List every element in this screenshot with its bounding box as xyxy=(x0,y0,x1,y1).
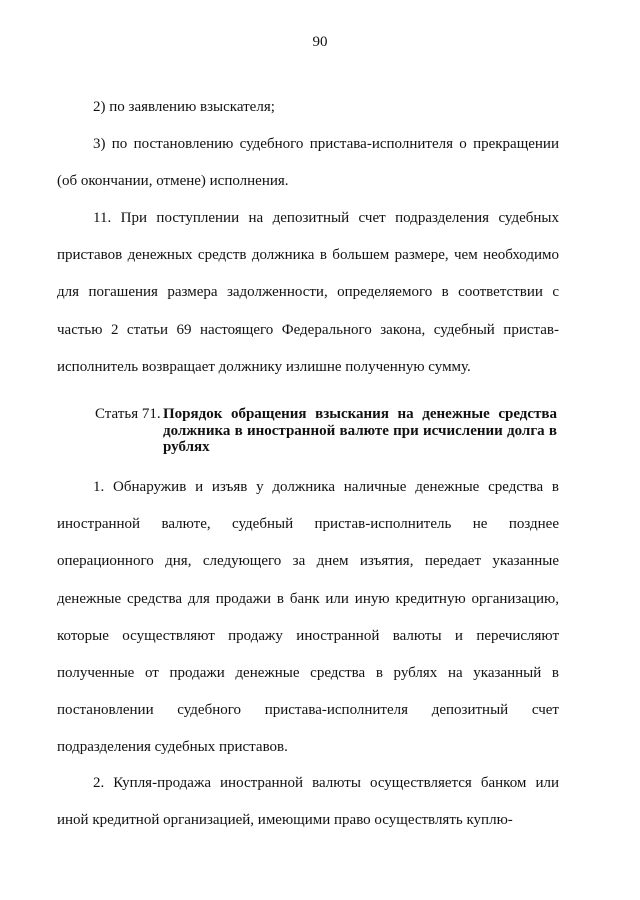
article-heading xyxy=(95,406,557,456)
page-number: 90 xyxy=(312,34,328,50)
paragraph-clause-11: 11. При поступлении на депозитный счет подразделения судебных приставов денежных средств должника в большем размере, чем необходимо для погашения размера задолженности, определяемого в соответствии с частью 2 статьи 69 настоящего Федерального закона, судебный пристав-исполнитель возвращает должнику излишне полученную сумму. xyxy=(57,210,559,375)
article-title: Порядок обращения взыскания на денежные средства должника в иностранной валюте при исчислении долга в рублях xyxy=(163,406,557,455)
article-number: Статья 71. xyxy=(95,406,161,422)
paragraph-clause-1: 1. Обнаружив и изъяв у должника наличные денежные средства в иностранной валюте, судебный пристав-исполнитель не позднее операционного дня, следующего за днем изъятия, передает указанные денежные средства для продажи в банк или иную кредитную организацию, которые осуществляют продажу иностранной валюты и перечисляют полученные от продажи денежные средства в рублях на указанный в постановлении судебного пристава-исполнителя депозитный счет подразделения судебных приставов. xyxy=(57,479,559,756)
paragraph-clause-2: 2. Купля-продажа иностранной валюты осуществляется банком или иной кредитной организацией, имеющими право осуществлять куплю- xyxy=(57,775,559,829)
paragraph-item-2: 2) по заявлению взыскателя; xyxy=(93,99,275,115)
paragraph-item-3: 3) по постановлению судебного пристава-исполнителя о прекращении (об окончании, отмене) исполнения. xyxy=(57,136,559,190)
